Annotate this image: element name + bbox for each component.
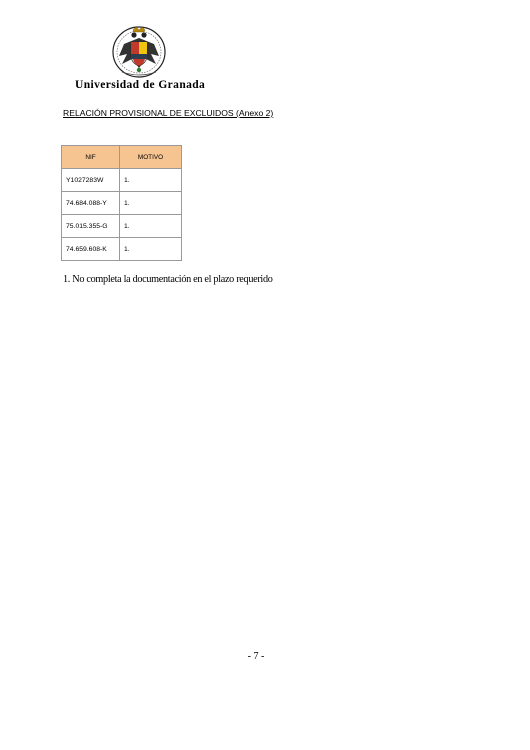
- cell-motivo: 1.: [120, 192, 182, 215]
- footnote: 1. No completa la documentación en el plazo requerido: [63, 274, 273, 285]
- page-number: - 7 -: [247, 651, 265, 662]
- excluded-table: [61, 145, 182, 261]
- cell-motivo: 1.: [120, 238, 182, 261]
- table-row: [62, 169, 182, 192]
- cell-motivo: 1.: [120, 169, 182, 192]
- cell-nif: Y1027283W: [62, 169, 120, 192]
- cell-nif: 75.015.355-G: [62, 215, 120, 238]
- university-name: Universidad de Granada: [75, 79, 206, 91]
- cell-motivo: 1.: [120, 215, 182, 238]
- university-crest-icon: [110, 24, 168, 80]
- table-header-row: [62, 146, 182, 169]
- column-header-nif: NIF: [62, 146, 120, 169]
- cell-nif: 74.684.088-Y: [62, 192, 120, 215]
- table-row: [62, 238, 182, 261]
- table-row: [62, 192, 182, 215]
- document-heading: RELACIÓN PROVISIONAL DE EXCLUIDOS (Anexo 2): [63, 108, 274, 118]
- cell-nif: 74.659.608-K: [62, 238, 120, 261]
- column-header-motivo: MOTIVO: [120, 146, 182, 169]
- table-row: [62, 215, 182, 238]
